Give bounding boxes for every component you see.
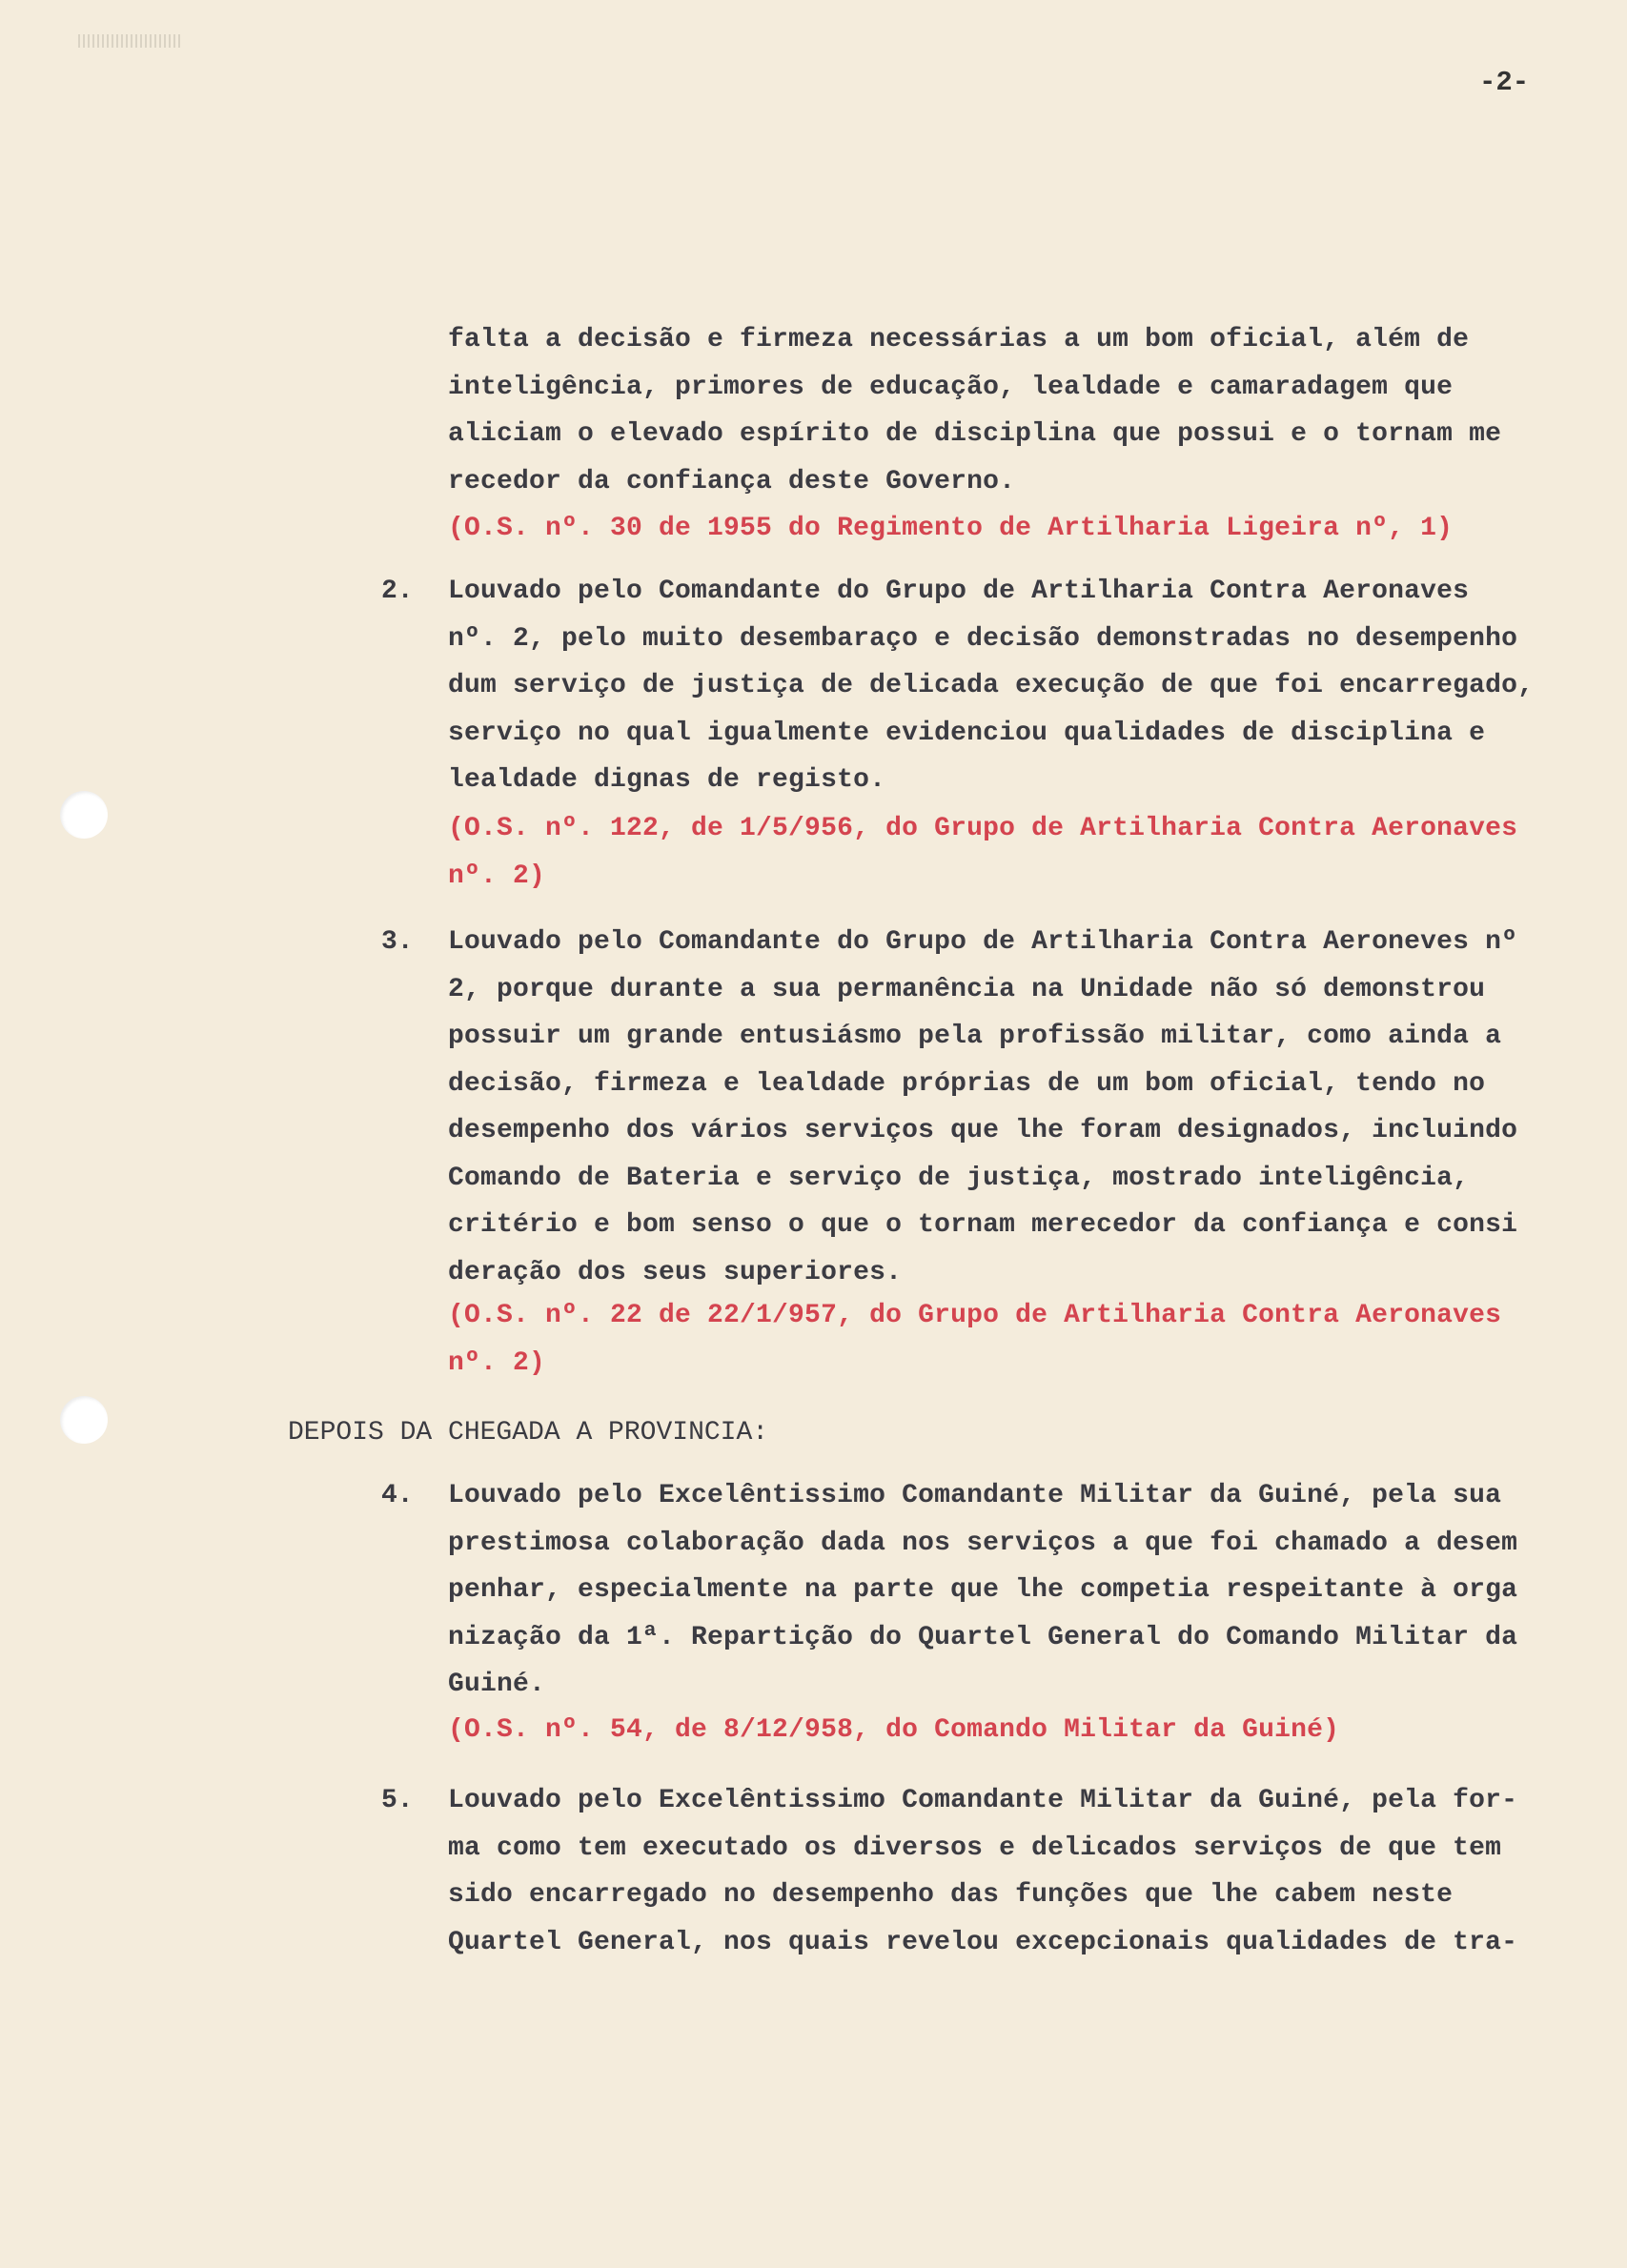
- item-line: sido encarregado no desempenho das funções que lhe cabem neste: [448, 1880, 1454, 1910]
- item-line: ma como tem executado os diversos e delicados serviços de que tem: [448, 1833, 1502, 1863]
- item-line: prestimosa colaboração dada nos serviços a que foi chamado a desem: [448, 1528, 1518, 1558]
- paragraph-line: falta a decisão e firmeza necessárias a um bom oficial, além de: [448, 325, 1470, 354]
- item-line: 2, porque durante a sua permanência na Unidade não só demonstrou: [448, 974, 1486, 1004]
- section-heading: DEPOIS DA CHEGADA A PROVINCIA:: [288, 1418, 769, 1448]
- item-line: Louvado pelo Excelêntissimo Comandante Militar da Guiné, pela for-: [448, 1786, 1518, 1815]
- item-line: desempenho dos vários serviços que lhe foram designados, incluindo: [448, 1116, 1518, 1145]
- paragraph-line: recedor da confiança deste Governo.: [448, 466, 1016, 496]
- item-line: deração dos seus superiores.: [448, 1257, 903, 1287]
- item-line: possuir um grande entusiásmo pela profissão militar, como ainda a: [448, 1022, 1502, 1051]
- item-line: nº. 2, pelo muito desembaraço e decisão demonstradas no desempenho: [448, 623, 1518, 654]
- punch-hole: [60, 791, 108, 839]
- paragraph-line: aliciam o elevado espírito de disciplina que possui e o tornam me: [448, 419, 1502, 449]
- item-number: 4.: [381, 1481, 414, 1510]
- punch-hole: [60, 1396, 108, 1444]
- item-line: Guiné.: [448, 1670, 546, 1699]
- reference-line: (O.S. nº. 22 de 22/1/957, do Grupo de Artilharia Contra Aeronaves: [448, 1301, 1502, 1330]
- item-line: serviço no qual igualmente evidenciou qualidades de disciplina e: [448, 718, 1486, 748]
- reference-line: (O.S. nº. 54, de 8/12/958, do Comando Militar da Guiné): [448, 1715, 1340, 1745]
- item-number: 2.: [381, 577, 414, 606]
- item-line: Louvado pelo Comandante do Grupo de Artilharia Contra Aeroneves nº: [448, 927, 1518, 957]
- item-line: Comando de Bateria e serviço de justiça, mostrado inteligência,: [448, 1163, 1470, 1193]
- item-line: Louvado pelo Comandante do Grupo de Artilharia Contra Aeronaves: [448, 577, 1470, 606]
- item-line: lealdade dignas de registo.: [448, 765, 886, 795]
- reference-line: nº. 2): [448, 861, 546, 891]
- item-line: Louvado pelo Excelêntissimo Comandante Militar da Guiné, pela sua: [448, 1481, 1502, 1510]
- item-line: nização da 1ª. Repartição do Quartel General do Comando Militar da: [448, 1622, 1518, 1652]
- item-line: Quartel General, nos quais revelou excepcionais qualidades de tra-: [448, 1927, 1518, 1957]
- item-line: critério e bom senso o que o tornam merecedor da confiança e consi: [448, 1210, 1518, 1240]
- reference-line: nº. 2): [448, 1347, 546, 1378]
- reference-line: (O.S. nº. 30 de 1955 do Regimento de Artilharia Ligeira nº, 1): [448, 514, 1454, 543]
- item-number: 3.: [381, 927, 414, 957]
- item-line: decisão, firmeza e lealdade próprias de um bom oficial, tendo no: [448, 1068, 1486, 1099]
- paragraph-line: inteligência, primores de educação, lealdade e camaradagem que: [448, 372, 1454, 402]
- item-number: 5.: [381, 1786, 414, 1815]
- item-line: dum serviço de justiça de delicada execução de que foi encarregado,: [448, 671, 1535, 700]
- item-line: penhar, especialmente na parte que lhe competia respeitante à orga: [448, 1575, 1518, 1605]
- scan-edge-marks: [78, 34, 183, 48]
- page-number: -2-: [1479, 67, 1530, 98]
- reference-line: (O.S. nº. 122, de 1/5/956, do Grupo de Artilharia Contra Aeronaves: [448, 814, 1518, 843]
